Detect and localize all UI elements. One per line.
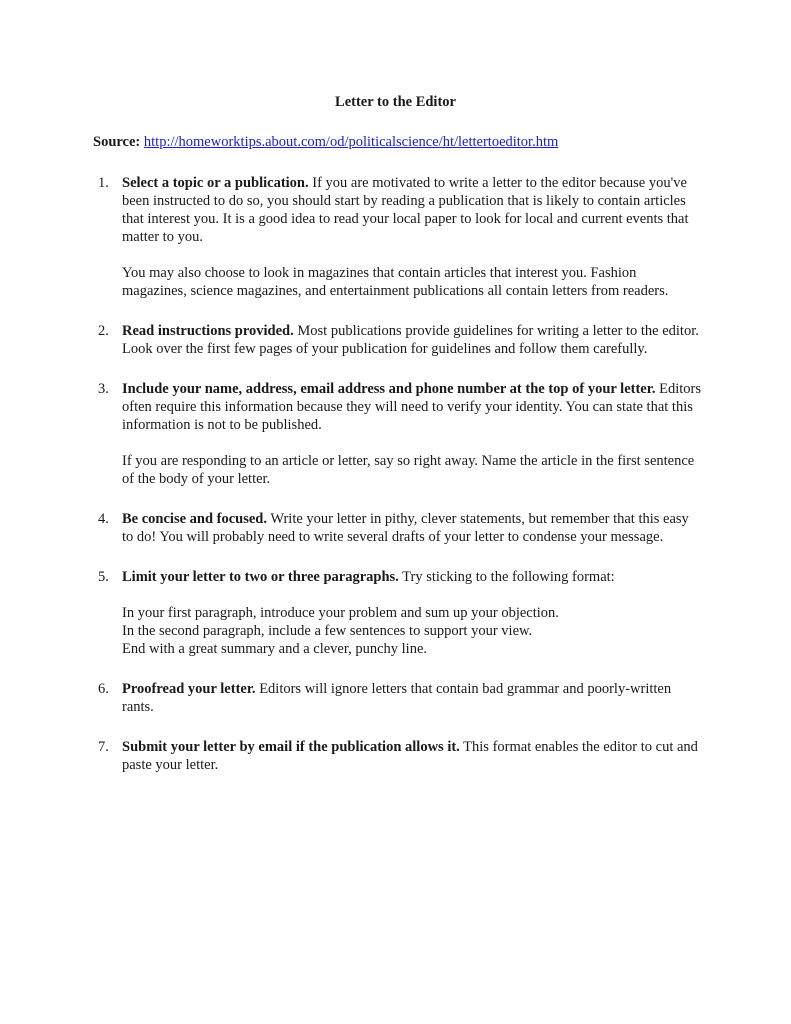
item-text: This format enables the editor to cut and paste your letter. [122,739,698,773]
list-item [93,174,703,300]
item-text: Editors will ignore letters that contain bad grammar and poorly-written rants. [122,681,672,715]
list-item [93,568,703,658]
steps-list [93,174,703,796]
source-line [93,134,558,151]
item-paragraph [122,568,703,586]
item-paragraph [122,510,703,546]
item-extra: You may also choose to look in magazines that contain articles that interest you. Fashion magazines, science magazines, and entertainment publications all contain letters from readers. [122,265,669,299]
item-paragraph [122,322,703,358]
list-item [93,322,703,358]
source-link[interactable]: http://homeworktips.about.com/od/politicalscience/ht/lettertoeditor.htm [143,134,559,150]
item-number: 5. [98,569,109,585]
page-title: Letter to the Editor [335,94,456,110]
item-number: 1. [98,175,109,191]
item-number: 3. [98,381,109,397]
item-number: 7. [98,739,109,755]
format-line: End with a great summary and a clever, punchy line. [122,641,428,657]
item-text: Most publications provide guidelines for writing a letter to the editor. Look over the first few pages of your publication for guidelines and follow them carefully. [122,323,699,357]
list-item [93,738,703,774]
source-label: Source: [93,134,141,150]
item-text: Try sticking to the following format: [398,569,615,585]
item-lead: Proofread your letter. [122,681,256,697]
item-paragraph [122,380,703,434]
item-paragraph [122,174,703,246]
item-paragraph [122,680,703,716]
item-number: 4. [98,511,109,527]
item-text: Write your letter in pithy, clever statements, but remember that this easy to do! You will probably need to write several drafts of your letter to condense your message. [122,511,689,545]
item-number: 6. [98,681,109,697]
item-lead: Limit your letter to two or three paragraphs. [122,569,399,585]
item-lead: Select a topic or a publication. [122,175,309,191]
item-lead: Read instructions provided. [122,323,294,339]
item-text: If you are motivated to write a letter to the editor because you've been instructed to do so, you should start by reading a publication that is likely to contain articles that interest you. It is a good idea to read your local paper to look for local and current events that matter to you. [122,175,689,245]
format-lines [122,604,703,658]
item-extra: If you are responding to an article or letter, say so right away. Name the article in the first sentence of the body of your letter. [122,453,695,487]
item-lead: Submit your letter by email if the publication allows it. [122,739,460,755]
list-item [93,680,703,716]
format-line: In your first paragraph, introduce your problem and sum up your objection. [122,605,559,621]
format-line: In the second paragraph, include a few sentences to support your view. [122,623,533,639]
item-number: 2. [98,323,109,339]
list-item [93,510,703,546]
list-item [93,380,703,488]
item-text: Editors often require this information because they will need to verify your identity. You can state that this information is not to be published. [122,381,701,433]
item-lead: Include your name, address, email address and phone number at the top of your letter. [122,381,656,397]
item-paragraph [122,738,703,774]
item-lead: Be concise and focused. [122,511,267,527]
